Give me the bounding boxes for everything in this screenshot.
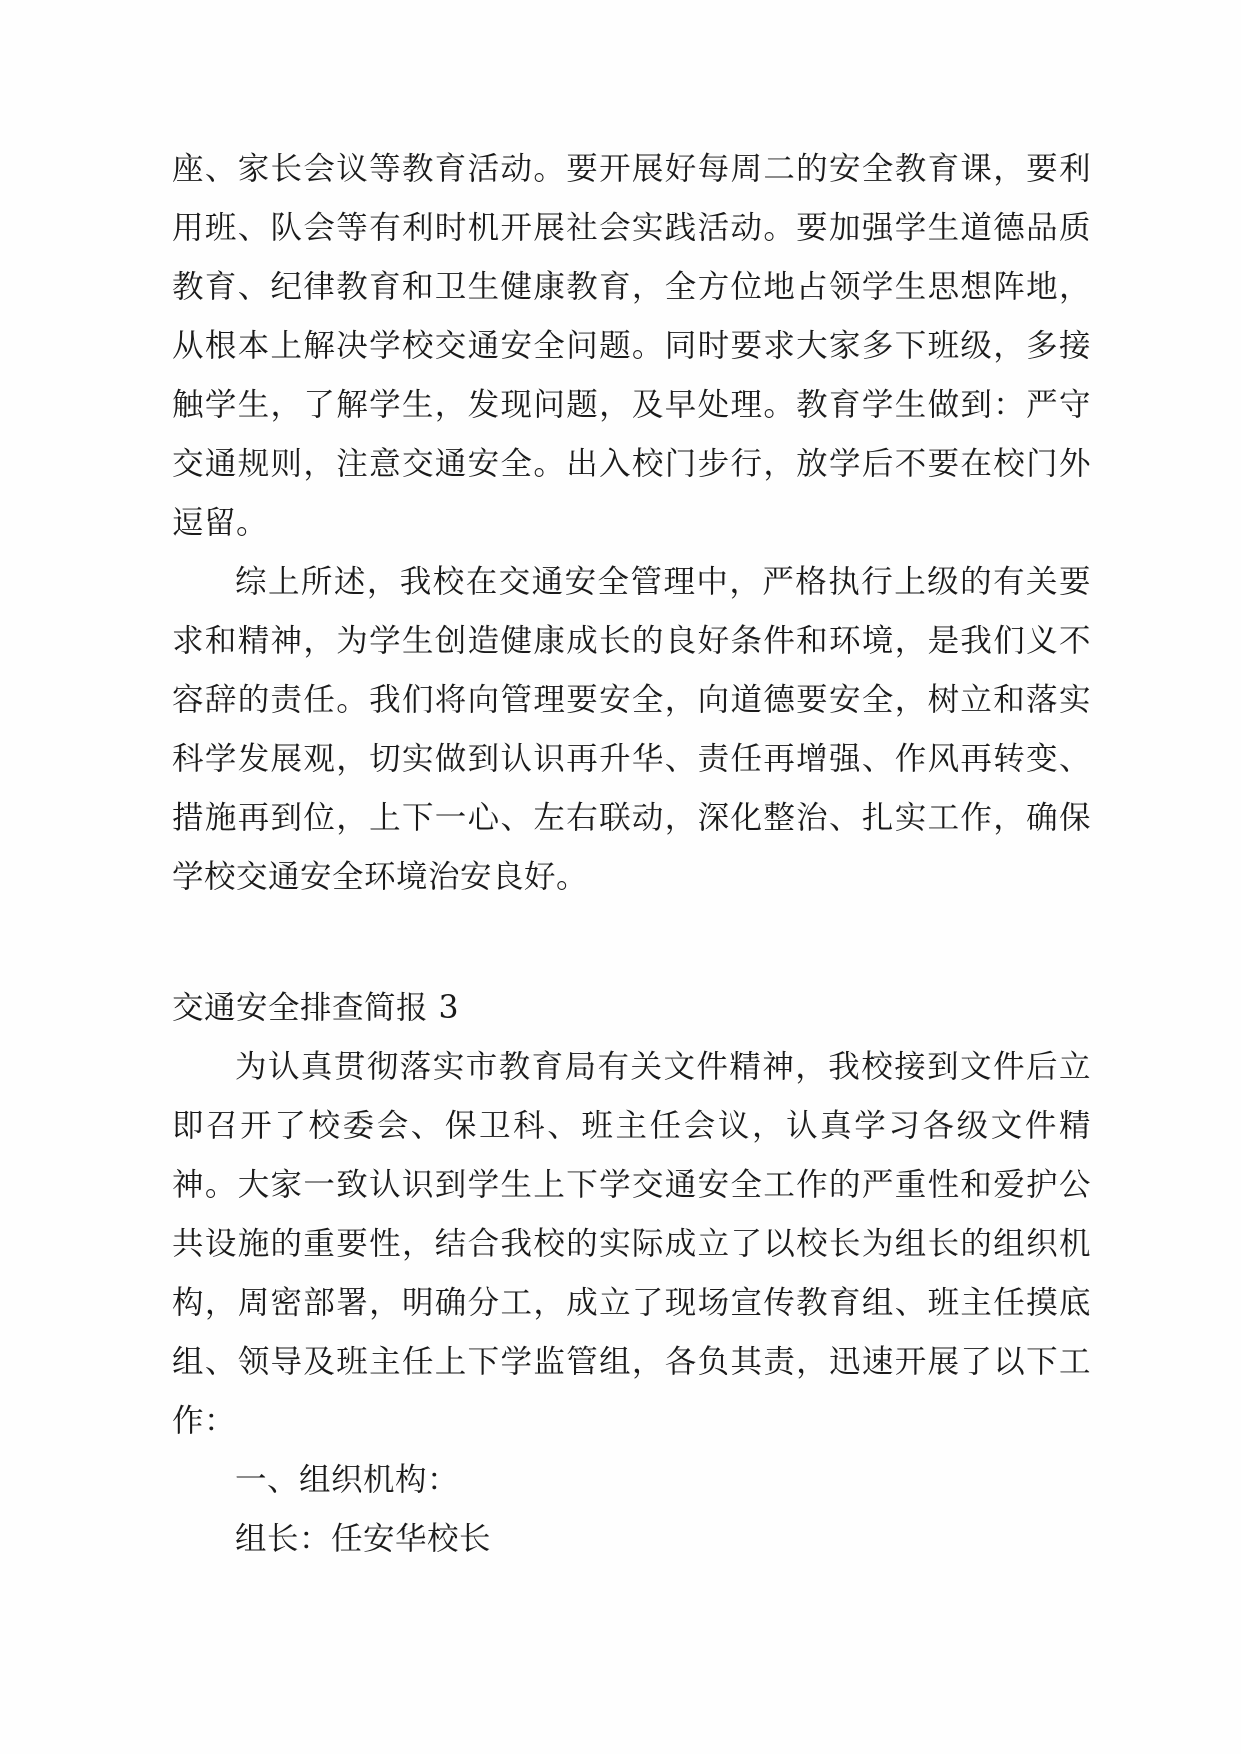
paragraph-continuation: 座、家长会议等教育活动。要开展好每周二的安全教育课，要利用班、队会等有利时机开展社会实践活动。要加强学生道德品质教育、纪律教育和卫生健康教育，全方位地占领学生思想阵地，从根本上解决学校交通安全问题。同时要求大家多下班级，多接触学生，了解学生，发现问题，及早处理。教育学生做到：严守交通规则，注意交通安全。出入校门步行，放学后不要在校门外逗留。 [172, 151, 1091, 541]
section-heading: 交通安全排查简报 3 [172, 990, 460, 1026]
list-item-group-leader: 组长：任安华校长 [235, 1521, 492, 1557]
list-item-organization-title: 一、组织机构： [235, 1462, 460, 1498]
section-spacer [172, 907, 1091, 979]
paragraph-summary: 综上所述，我校在交通安全管理中，严格执行上级的有关要求和精神，为学生创造健康成长的良好条件和环境，是我们义不容辞的责任。我们将向管理要安全，向道德要安全，树立和落实科学发展观，切实做到认识再升华、责任再增强、作风再转变、措施再到位，上下一心、左右联动，深化整治、扎实工作，确保学校交通安全环境治安良好。 [172, 564, 1091, 895]
document-body [172, 140, 1091, 1569]
paragraph-intro: 为认真贯彻落实市教育局有关文件精神，我校接到文件后立即召开了校委会、保卫科、班主任会议，认真学习各级文件精神。大家一致认识到学生上下学交通安全工作的严重性和爱护公共设施的重要性，结合我校的实际成立了以校长为组长的组织机构，周密部署，明确分工，成立了现场宣传教育组、班主任摸底组、领导及班主任上下学监管组，各负其责，迅速开展了以下工作： [172, 1049, 1091, 1439]
